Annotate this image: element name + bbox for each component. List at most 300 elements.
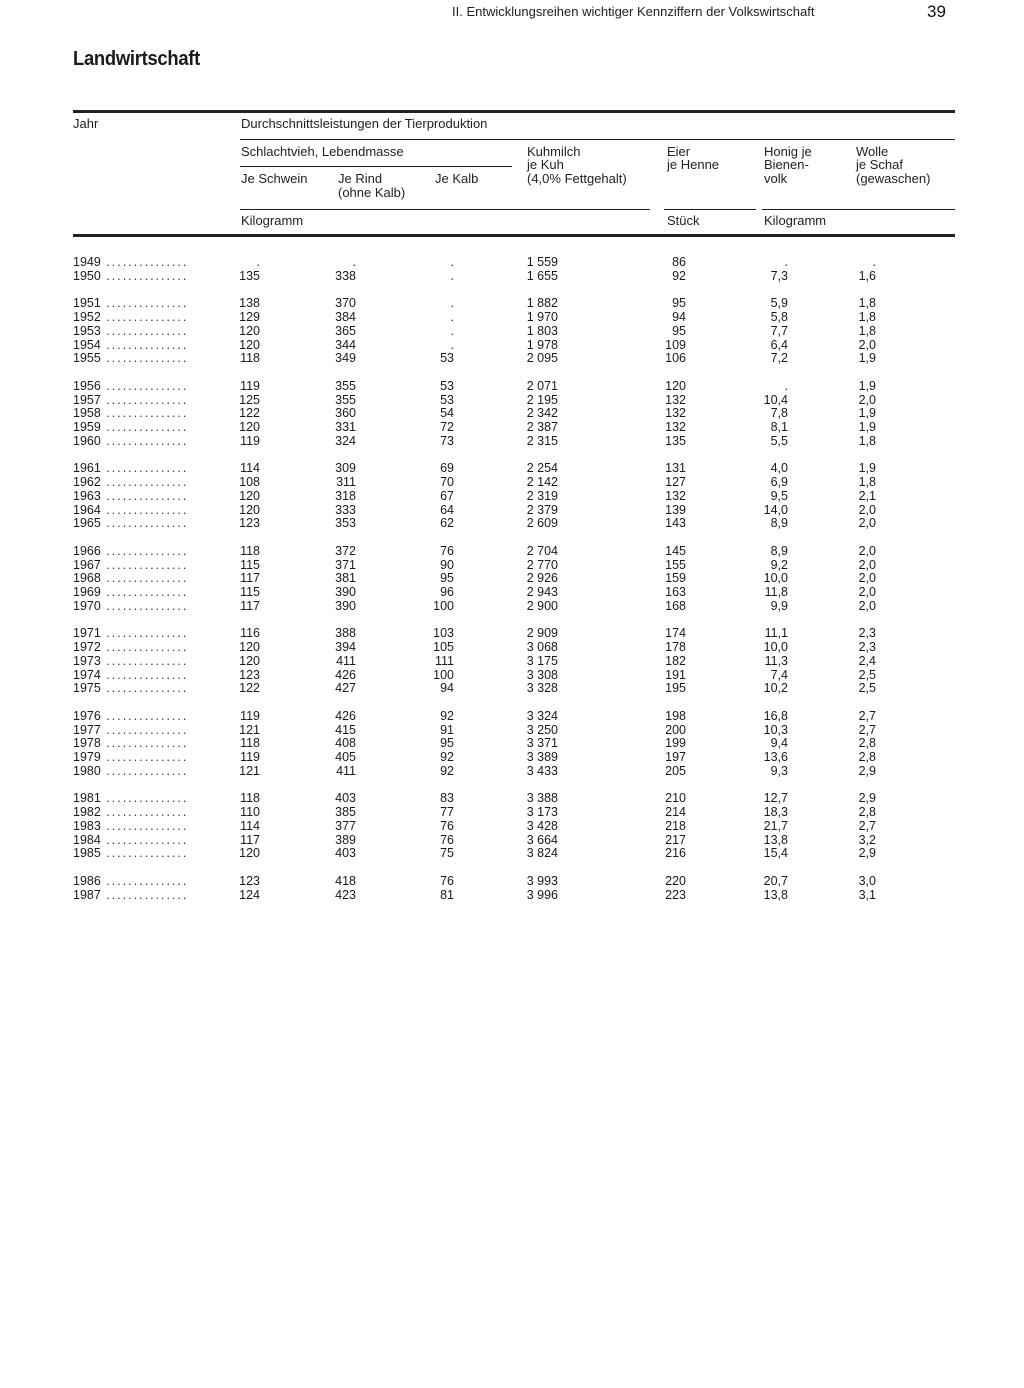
cell-kalb: 105 xyxy=(433,640,454,655)
cell-honig: 5,5 xyxy=(770,433,788,448)
cell-eier: 214 xyxy=(665,805,686,820)
unit-rule-kg-1 xyxy=(240,209,650,210)
year-value: 1951 xyxy=(73,296,101,311)
cell-schwein: 120 xyxy=(239,323,260,338)
leader-dots: ............... xyxy=(100,255,189,269)
cell-wolle: 2,3 xyxy=(858,626,876,641)
col-header-honig-2: Bienen- xyxy=(764,157,809,172)
cell-rind: 349 xyxy=(335,351,356,366)
col-header-eier-2: je Henne xyxy=(667,157,720,172)
cell-honig: 9,9 xyxy=(770,598,788,613)
leader-dots: ............... xyxy=(100,378,189,393)
cell-wolle: 1,9 xyxy=(858,351,876,366)
cell-honig: 20,7 xyxy=(763,873,788,888)
leader-dots: ............... xyxy=(100,351,189,366)
cell-honig: 13,8 xyxy=(763,887,788,902)
cell-wolle: 2,4 xyxy=(858,653,876,668)
page-number: 39 xyxy=(927,2,946,21)
cell-rind: 390 xyxy=(335,598,356,613)
cell-eier: 132 xyxy=(665,406,686,421)
col-header-rind-2: (ohne Kalb) xyxy=(338,185,406,200)
cell-eier: 163 xyxy=(665,585,686,599)
year-value: 1952 xyxy=(73,310,101,325)
cell-milch: 1 655 xyxy=(526,268,558,283)
cell-schwein: 122 xyxy=(239,681,260,696)
leader-dots: ............... xyxy=(100,488,189,503)
group-rule xyxy=(240,139,955,140)
year-value: 1974 xyxy=(73,667,101,682)
cell-milch: 3 308 xyxy=(526,667,558,682)
leader-dots: ............... xyxy=(100,653,189,668)
cell-milch: 2 379 xyxy=(526,502,558,517)
cell-schwein: 138 xyxy=(239,296,260,311)
leader-dots: ............... xyxy=(100,873,189,888)
cell-milch: 1 559 xyxy=(526,255,558,269)
cell-schwein: 108 xyxy=(239,475,260,490)
cell-milch: 3 389 xyxy=(526,750,558,764)
leader-dots: ............... xyxy=(100,887,189,902)
year-value: 1961 xyxy=(73,461,101,476)
cell-milch: 2 342 xyxy=(526,406,558,421)
cell-honig: 11,3 xyxy=(764,653,788,668)
cell-milch: 1 803 xyxy=(526,323,558,338)
cell-kalb: 54 xyxy=(440,406,454,421)
cell-kalb: 95 xyxy=(440,571,454,586)
cell-milch: 3 996 xyxy=(526,887,558,902)
cell-honig: 8,1 xyxy=(770,420,788,434)
cell-schwein: 118 xyxy=(240,736,260,751)
year-value: 1960 xyxy=(73,433,101,448)
cell-milch: 3 175 xyxy=(526,653,558,668)
cell-schwein: 129 xyxy=(239,310,260,325)
cell-honig: . xyxy=(784,255,788,269)
cell-eier: 205 xyxy=(665,763,686,778)
col-header-wolle-2: je Schaf xyxy=(856,157,903,172)
cell-rind: 309 xyxy=(335,461,356,476)
cell-schwein: . xyxy=(256,255,260,269)
cell-honig: 4,0 xyxy=(770,461,788,476)
leader-dots: ............... xyxy=(100,722,189,737)
cell-rind: 418 xyxy=(335,873,356,888)
cell-rind: 355 xyxy=(335,378,356,393)
cell-eier: 106 xyxy=(665,351,686,366)
cell-rind: 371 xyxy=(335,557,356,572)
col-header-milch-3: (4,0% Fettgehalt) xyxy=(527,171,627,186)
cell-rind: 353 xyxy=(335,516,356,531)
cell-kalb: 76 xyxy=(440,873,454,888)
cell-rind: 415 xyxy=(335,722,356,737)
cell-eier: 217 xyxy=(665,832,686,847)
leader-dots: ............... xyxy=(100,791,189,806)
cell-wolle: 1,9 xyxy=(858,461,876,476)
leader-dots: ............... xyxy=(100,846,189,861)
leader-dots: ............... xyxy=(100,832,189,847)
cell-eier: 198 xyxy=(665,708,686,723)
leader-dots: ............... xyxy=(100,475,189,490)
cell-schwein: 121 xyxy=(239,763,260,778)
cell-wolle: 2,9 xyxy=(858,791,876,806)
cell-wolle: 1,8 xyxy=(858,296,876,311)
cell-rind: 344 xyxy=(335,337,356,352)
cell-wolle: 2,0 xyxy=(858,337,876,352)
cell-kalb: 100 xyxy=(433,598,454,613)
cell-eier: 135 xyxy=(665,433,686,448)
leader-dots: ............... xyxy=(100,571,189,586)
year-value: 1980 xyxy=(73,763,101,778)
cell-honig: . xyxy=(784,378,788,393)
leader-dots: ............... xyxy=(100,736,189,751)
cell-kalb: 75 xyxy=(440,846,454,861)
col-header-kalb: Je Kalb xyxy=(435,171,479,186)
cell-eier: 174 xyxy=(665,626,686,641)
year-value: 1970 xyxy=(73,598,101,613)
col-header-honig-1: Honig je xyxy=(764,144,812,159)
cell-kalb: . xyxy=(450,296,454,311)
cell-kalb: . xyxy=(450,323,454,338)
year-value: 1976 xyxy=(73,708,101,723)
cell-milch: 2 609 xyxy=(526,516,558,531)
unit-label-kg-1: Kilogramm xyxy=(241,213,304,228)
cell-eier: 132 xyxy=(665,420,686,434)
leader-dots: ............... xyxy=(100,516,189,531)
cell-rind: 390 xyxy=(335,585,356,599)
cell-wolle: 2,1 xyxy=(858,488,876,503)
cell-kalb: 103 xyxy=(433,626,454,641)
leader-dots: ............... xyxy=(100,268,189,283)
cell-milch: 2 142 xyxy=(526,475,558,490)
cell-milch: 3 328 xyxy=(526,681,558,696)
cell-eier: 216 xyxy=(665,846,686,861)
cell-rind: 318 xyxy=(335,488,356,503)
leader-dots: ............... xyxy=(100,461,189,476)
year-value: 1968 xyxy=(73,571,101,586)
year-value: 1984 xyxy=(73,832,101,847)
cell-milch: 1 970 xyxy=(526,310,558,325)
cell-schwein: 122 xyxy=(239,406,260,421)
cell-milch: 3 068 xyxy=(526,640,558,655)
cell-honig: 10,0 xyxy=(763,640,788,655)
cell-honig: 7,7 xyxy=(770,323,788,338)
year-value: 1953 xyxy=(73,323,101,338)
cell-kalb: 72 xyxy=(440,420,454,434)
cell-schwein: 115 xyxy=(240,585,260,599)
col-header-wolle-1: Wolle xyxy=(856,144,889,159)
cell-wolle: 2,0 xyxy=(858,585,876,599)
cell-schwein: 110 xyxy=(240,805,260,820)
cell-milch: 2 926 xyxy=(526,571,558,586)
cell-rind: 370 xyxy=(335,296,356,311)
cell-kalb: . xyxy=(450,310,454,325)
leader-dots: ............... xyxy=(100,708,189,723)
year-value: 1978 xyxy=(73,736,101,751)
cell-schwein: 117 xyxy=(240,598,260,613)
cell-schwein: 117 xyxy=(240,832,260,847)
cell-kalb: 67 xyxy=(440,488,454,503)
cell-schwein: 118 xyxy=(240,351,260,366)
cell-honig: 11,1 xyxy=(764,626,788,641)
cell-milch: 2 315 xyxy=(526,433,558,448)
cell-rind: 389 xyxy=(335,832,356,847)
cell-eier: 155 xyxy=(665,557,686,572)
leader-dots: ............... xyxy=(100,640,189,655)
cell-milch: 3 371 xyxy=(526,736,558,751)
cell-rind: 426 xyxy=(335,667,356,682)
leader-dots: ............... xyxy=(100,763,189,778)
cell-kalb: 64 xyxy=(440,502,454,517)
cell-schwein: 120 xyxy=(239,846,260,861)
leader-dots: ............... xyxy=(100,420,189,434)
leader-dots: ............... xyxy=(100,337,189,352)
running-head: II. Entwicklungsreihen wichtiger Kennziffern der Volkswirtschaft xyxy=(452,4,815,19)
cell-wolle: 3,1 xyxy=(858,887,876,902)
cell-schwein: 115 xyxy=(240,557,260,572)
cell-kalb: 100 xyxy=(433,667,454,682)
cell-schwein: 120 xyxy=(239,337,260,352)
cell-honig: 11,8 xyxy=(764,585,788,599)
section-title: Landwirtschaft xyxy=(73,48,201,70)
year-value: 1982 xyxy=(73,805,101,820)
cell-wolle: 2,7 xyxy=(858,708,876,723)
cell-eier: 139 xyxy=(665,502,686,517)
cell-rind: 423 xyxy=(335,887,356,902)
cell-eier: 86 xyxy=(672,255,686,269)
cell-eier: 220 xyxy=(665,873,686,888)
cell-honig: 9,2 xyxy=(770,557,788,572)
cell-eier: 95 xyxy=(672,323,686,338)
cell-eier: 223 xyxy=(665,887,686,902)
year-value: 1987 xyxy=(73,887,101,902)
cell-schwein: 120 xyxy=(239,420,260,434)
cell-milch: 2 254 xyxy=(526,461,558,476)
leader-dots: ............... xyxy=(100,681,189,696)
cell-schwein: 119 xyxy=(240,708,260,723)
cell-eier: 131 xyxy=(665,461,686,476)
cell-milch: 1 882 xyxy=(526,296,558,311)
year-value: 1973 xyxy=(73,653,101,668)
cell-eier: 197 xyxy=(665,750,686,764)
cell-eier: 199 xyxy=(665,736,686,751)
cell-schwein: 120 xyxy=(239,488,260,503)
leader-dots: ............... xyxy=(100,598,189,613)
cell-schwein: 117 xyxy=(240,571,260,586)
cell-schwein: 120 xyxy=(239,640,260,655)
year-value: 1950 xyxy=(73,268,101,283)
cell-milch: 1 978 xyxy=(526,337,558,352)
leader-dots: ............... xyxy=(100,310,189,325)
cell-eier: 210 xyxy=(665,791,686,806)
cell-honig: 6,4 xyxy=(770,337,788,352)
year-value: 1979 xyxy=(73,750,101,764)
leader-dots: ............... xyxy=(100,502,189,517)
cell-eier: 127 xyxy=(665,475,686,490)
cell-wolle: 2,0 xyxy=(858,392,876,407)
cell-honig: 5,9 xyxy=(770,296,788,311)
cell-eier: 218 xyxy=(665,818,686,833)
cell-honig: 9,4 xyxy=(770,736,788,751)
leader-dots: ............... xyxy=(100,296,189,311)
cell-honig: 9,5 xyxy=(770,488,788,503)
cell-eier: 143 xyxy=(665,516,686,531)
cell-eier: 120 xyxy=(665,378,686,393)
cell-kalb: 73 xyxy=(440,433,454,448)
cell-kalb: 76 xyxy=(440,832,454,847)
cell-honig: 13,6 xyxy=(763,750,788,764)
table-head-bottom-rule xyxy=(73,234,955,237)
cell-wolle: 2,0 xyxy=(858,516,876,531)
cell-honig: 7,3 xyxy=(770,268,788,283)
table-top-rule xyxy=(73,110,955,113)
cell-eier: 145 xyxy=(665,543,686,558)
cell-milch: 3 324 xyxy=(526,708,558,723)
cell-wolle: 3,0 xyxy=(858,873,876,888)
cell-milch: 2 195 xyxy=(526,392,558,407)
cell-milch: 3 664 xyxy=(526,832,558,847)
year-value: 1985 xyxy=(73,846,101,861)
col-header-wolle-3: (gewaschen) xyxy=(856,171,931,186)
cell-milch: 2 900 xyxy=(526,598,558,613)
cell-milch: 2 095 xyxy=(526,351,558,366)
cell-wolle: 2,5 xyxy=(858,681,876,696)
cell-kalb: 111 xyxy=(434,653,454,668)
cell-schwein: 118 xyxy=(240,543,260,558)
cell-wolle: 2,9 xyxy=(858,763,876,778)
year-value: 1965 xyxy=(73,516,101,531)
col-header-schwein: Je Schwein xyxy=(241,171,308,186)
cell-milch: 2 909 xyxy=(526,626,558,641)
cell-kalb: 69 xyxy=(440,461,454,476)
year-value: 1969 xyxy=(73,585,101,599)
cell-wolle: 2,7 xyxy=(858,722,876,737)
cell-wolle: 1,8 xyxy=(858,323,876,338)
cell-rind: 338 xyxy=(335,268,356,283)
cell-milch: 3 433 xyxy=(526,763,558,778)
col-header-year: Jahr xyxy=(73,116,99,131)
leader-dots: ............... xyxy=(100,406,189,421)
cell-kalb: 95 xyxy=(440,736,454,751)
cell-honig: 10,4 xyxy=(763,392,788,407)
cell-wolle: 2,0 xyxy=(858,557,876,572)
cell-schwein: 120 xyxy=(239,653,260,668)
year-value: 1956 xyxy=(73,378,101,393)
year-value: 1986 xyxy=(73,873,101,888)
cell-eier: 182 xyxy=(665,653,686,668)
cell-kalb: . xyxy=(450,337,454,352)
cell-rind: 331 xyxy=(335,420,356,434)
cell-honig: 7,8 xyxy=(770,406,788,421)
cell-wolle: 2,8 xyxy=(858,736,876,751)
cell-kalb: 91 xyxy=(440,722,454,737)
cell-kalb: 96 xyxy=(440,585,454,599)
cell-schwein: 124 xyxy=(239,887,260,902)
col-header-milch-1: Kuhmilch xyxy=(527,144,581,159)
cell-eier: 92 xyxy=(672,268,686,283)
cell-eier: 94 xyxy=(672,310,686,325)
cell-rind: 403 xyxy=(335,791,356,806)
cell-rind: 385 xyxy=(335,805,356,820)
cell-eier: 168 xyxy=(665,598,686,613)
year-value: 1962 xyxy=(73,475,101,490)
cell-honig: 21,7 xyxy=(763,818,788,833)
year-value: 1954 xyxy=(73,337,101,352)
year-value: 1963 xyxy=(73,488,101,503)
cell-rind: 408 xyxy=(335,736,356,751)
cell-wolle: 1,8 xyxy=(858,310,876,325)
cell-milch: 3 388 xyxy=(526,791,558,806)
cell-schwein: 123 xyxy=(239,516,260,531)
cell-honig: 10,2 xyxy=(763,681,788,696)
cell-schwein: 119 xyxy=(240,378,260,393)
cell-kalb: . xyxy=(450,268,454,283)
cell-wolle: . xyxy=(872,255,876,269)
cell-milch: 2 387 xyxy=(526,420,558,434)
cell-wolle: 2,0 xyxy=(858,571,876,586)
cell-schwein: 125 xyxy=(239,392,260,407)
cell-rind: 372 xyxy=(335,543,356,558)
cell-kalb: 53 xyxy=(440,392,454,407)
cell-wolle: 2,3 xyxy=(858,640,876,655)
cell-milch: 2 943 xyxy=(526,585,558,599)
cell-schwein: 123 xyxy=(239,873,260,888)
cell-honig: 14,0 xyxy=(763,502,788,517)
cell-kalb: 77 xyxy=(440,805,454,820)
year-value: 1967 xyxy=(73,557,101,572)
cell-rind: 381 xyxy=(335,571,356,586)
cell-rind: 411 xyxy=(336,653,356,668)
year-value: 1949 xyxy=(73,255,101,269)
unit-rule-stueck xyxy=(664,209,756,210)
cell-honig: 18,3 xyxy=(763,805,788,820)
cell-rind: 411 xyxy=(336,763,356,778)
cell-rind: 365 xyxy=(335,323,356,338)
cell-eier: 132 xyxy=(665,392,686,407)
leader-dots: ............... xyxy=(100,626,189,641)
cell-wolle: 3,2 xyxy=(858,832,876,847)
cell-kalb: 76 xyxy=(440,543,454,558)
cell-schwein: 116 xyxy=(240,626,260,641)
cell-wolle: 2,8 xyxy=(858,750,876,764)
cell-rind: 388 xyxy=(335,626,356,641)
cell-honig: 10,3 xyxy=(763,722,788,737)
cell-eier: 191 xyxy=(665,667,686,682)
cell-schwein: 135 xyxy=(239,268,260,283)
cell-milch: 2 319 xyxy=(526,488,558,503)
unit-label-stueck: Stück xyxy=(667,213,700,228)
cell-schwein: 114 xyxy=(240,461,260,476)
cell-milch: 3 993 xyxy=(526,873,558,888)
cell-kalb: 53 xyxy=(440,351,454,366)
year-value: 1981 xyxy=(73,791,101,806)
col-header-rind-1: Je Rind xyxy=(338,171,383,186)
cell-wolle: 2,5 xyxy=(858,667,876,682)
cell-wolle: 2,8 xyxy=(858,805,876,820)
cell-wolle: 2,7 xyxy=(858,818,876,833)
group-header: Durchschnittsleistungen der Tierproduktion xyxy=(241,116,488,131)
leader-dots: ............... xyxy=(100,585,189,599)
year-value: 1972 xyxy=(73,640,101,655)
year-value: 1983 xyxy=(73,818,101,833)
cell-honig: 10,0 xyxy=(763,571,788,586)
cell-wolle: 1,8 xyxy=(858,475,876,490)
cell-kalb: 81 xyxy=(440,887,454,902)
cell-kalb: 76 xyxy=(440,818,454,833)
leader-dots: ............... xyxy=(100,557,189,572)
leader-dots: ............... xyxy=(100,323,189,338)
year-value: 1955 xyxy=(73,351,101,366)
cell-rind: 394 xyxy=(335,640,356,655)
cell-honig: 7,2 xyxy=(770,351,788,366)
cell-rind: 403 xyxy=(335,846,356,861)
year-value: 1959 xyxy=(73,420,101,434)
